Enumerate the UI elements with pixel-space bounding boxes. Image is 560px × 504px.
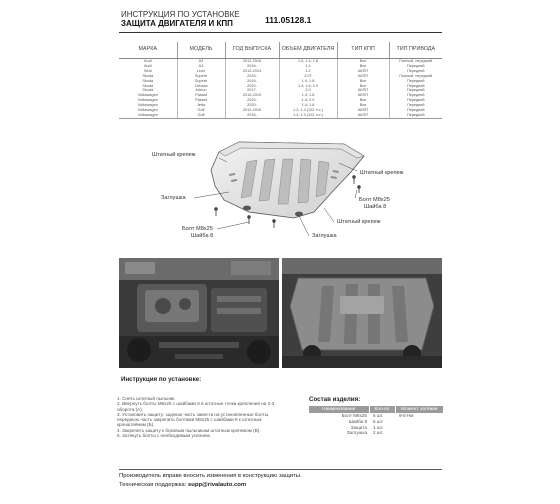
cell-make: Audi (143, 59, 152, 64)
cell-torque: 9-8 Нм (399, 413, 414, 418)
list-item: переднюю часть закрепить болтами М8х25 с шайбами 8 к штатным (117, 417, 262, 423)
callout-plug-bottom: Заглушка (312, 233, 337, 239)
cell-model: Arteon (177, 88, 225, 93)
cell-year: 2013-2014 (225, 69, 279, 74)
cell-year: 2019- (225, 79, 279, 84)
column-header-model: МОДЕЛЬ (177, 42, 225, 59)
list-item: кронштейнам (Б). (117, 422, 155, 428)
cell-make: Volkswagen (119, 113, 177, 118)
list-item: 1. Снять штатный пыльник. (117, 396, 176, 401)
installation-steps (117, 396, 303, 438)
cell-torque (395, 430, 443, 436)
cell-make: Skoda (142, 88, 154, 93)
cell-model: Superb (177, 74, 225, 79)
cell-make: Skoda (142, 73, 154, 78)
cell-name: Шайба 8 (348, 418, 367, 424)
cell-year: 2012-2016 (225, 108, 279, 113)
header-divider (119, 32, 442, 33)
cell-model: Golf (177, 113, 225, 118)
cell-engine: 2.0Т (279, 74, 337, 79)
cell-gearbox: Все (337, 64, 389, 69)
list-item: оборота (А). (117, 406, 144, 412)
support-email-link[interactable]: supp@rivalauto.com (187, 482, 247, 488)
cell-engine: 1.2; 1.4; 1.8 (279, 59, 337, 64)
callout-regular-mount-bottom: Штатный крепеж (337, 219, 381, 225)
list-item: 3. Установить защиту: заднюю часть завести на установленные болты, (117, 411, 270, 417)
cell-model: Passat (177, 98, 225, 103)
cell-make: Skoda (142, 83, 154, 88)
installation-photos (119, 258, 442, 368)
document-title: ИНСТРУКЦИЯ ПО УСТАНОВКЕ (121, 10, 240, 19)
cell-engine: 1.4 (279, 64, 337, 69)
cell-year: 2020- (225, 103, 279, 108)
cell-engine: 2.0 (279, 88, 337, 93)
cell-gearbox: Все (337, 79, 389, 84)
cell-make: Seat (143, 68, 152, 73)
footer-divider (119, 469, 442, 470)
cell-model: Octavia (177, 83, 225, 88)
cell-drive: Передний (389, 98, 442, 103)
cell-gearbox: АКПП (337, 88, 389, 93)
column-header-drive: ТИП ПРИВОДА (389, 42, 442, 59)
cell-drive: Передний (389, 64, 442, 69)
column-header-engine: ОБЪЕМ ДВИГАТЕЛЯ (279, 42, 337, 59)
photo-engine-after (282, 258, 442, 368)
cell-model: Golf (177, 108, 225, 113)
callout-washer-right: Шайба 8 (364, 204, 387, 210)
cell-make: Volkswagen (137, 103, 158, 108)
cell-engine: 1.4; 2.0 (279, 98, 337, 103)
installed-skid-plate-photo (282, 258, 442, 368)
components-table (309, 406, 443, 436)
cell-name: Заглушка (346, 430, 367, 436)
components-header-row (309, 406, 443, 413)
cell-model: Passat (177, 93, 225, 98)
column-header-name: Наименование (309, 406, 369, 413)
column-header-qty: Кол-во (369, 406, 395, 413)
cell-engine: 1.2; 1.4 (122 л.с.) (279, 113, 337, 118)
cell-drive: Передний (389, 103, 442, 108)
cell-engine: 1.4; 1.6 (279, 103, 337, 108)
cell-engine: 1.4; 1.8 (279, 93, 337, 98)
plug-hole-bottom (295, 212, 303, 217)
footer-disclaimer: Производитель вправе вносить изменения в конструкцию защиты. (119, 473, 302, 479)
cell-model: Superb (177, 79, 225, 84)
document-subtitle: ЗАЩИТА ДВИГАТЕЛЯ И КПП (121, 19, 233, 28)
applicability-table (119, 42, 442, 119)
cell-year: 2017- (225, 88, 279, 93)
table-row (119, 113, 442, 118)
fastener-set-right (353, 176, 361, 193)
cell-engine: 1.4; 1.8 (279, 79, 337, 84)
cell-model: Jetta (177, 103, 225, 108)
cell-year: 2015-2019 (225, 93, 279, 98)
plug-hole-left (243, 206, 251, 211)
cell-drive: Полный, передний (389, 74, 442, 79)
cell-drive: Передний (389, 83, 442, 88)
cell-gearbox: Все (337, 83, 389, 88)
cell-name: Защита (350, 424, 367, 430)
cell-model: Leon (177, 69, 225, 74)
callout-regular-mount-right: Штатный крепеж (360, 170, 404, 176)
cell-gearbox: АКПП (337, 93, 389, 98)
cell-gearbox: Все (337, 98, 389, 103)
cell-make: Skoda (142, 78, 154, 83)
callout-bolt-right: Болт М8х25 (359, 197, 390, 203)
cell-gearbox: АКПП (337, 113, 389, 118)
cell-year: 2012-2016 (225, 59, 279, 64)
skid-plate-drawing (119, 130, 442, 240)
cell-qty: 2 шт. (373, 430, 384, 436)
callout-plug-left: Заглушка (161, 195, 186, 201)
cell-engine: 1.2; 1.4 (122 л.с.) (279, 108, 337, 113)
cell-qty: 5 шт. (373, 413, 384, 418)
callout-bolt-left: Болт М8х25 (182, 226, 213, 232)
cell-gearbox: АКПП (337, 69, 389, 74)
table-row (309, 430, 443, 436)
cell-drive: Передний (389, 69, 442, 74)
engine-bay-photo (119, 258, 279, 368)
cell-make: Volkswagen (137, 98, 158, 103)
column-header-torque: Момент затяжки (395, 406, 443, 413)
cell-drive: Передний (389, 93, 442, 98)
cell-make: Audi (143, 63, 152, 68)
cell-drive: Передний (389, 88, 442, 93)
support-label: Техническая поддержка: (119, 482, 187, 488)
cell-drive: Передний (389, 79, 442, 84)
column-header-make: МАРКА (119, 42, 177, 59)
cell-gearbox: Все (337, 59, 389, 64)
footer-support (119, 482, 246, 488)
instructions-title: Инструкция по установке: (121, 376, 202, 383)
photo-engine-before (119, 258, 279, 368)
column-header-gearbox: ТИП КПП (337, 42, 389, 59)
cell-model: A3 (177, 59, 225, 64)
cell-gearbox: Все (337, 103, 389, 108)
cell-make: Volkswagen (137, 93, 158, 98)
applicability-header-row (119, 42, 442, 59)
cell-engine: 1.2 (279, 69, 337, 74)
list-item: 2. Ввернуть болты М8х25 с шайбами 8 в штатные точки крепления на 2-3 (117, 401, 275, 407)
cell-engine: 1.4; 1.6; 2.0 (279, 83, 337, 88)
cell-qty: 1 шт. (373, 424, 384, 430)
callout-regular-mount-left: Штатный крепеж (152, 152, 196, 158)
cell-drive: Полный, передний (389, 59, 442, 64)
column-header-year: ГОД ВЫПУСКА (225, 42, 279, 59)
cell-gearbox: АКПП (337, 108, 389, 113)
cell-year: 2015- (225, 74, 279, 79)
cell-drive: Передний (389, 113, 442, 118)
cell-make: Volkswagen (137, 107, 158, 112)
cell-year: 2020- (225, 83, 279, 88)
list-item: 4. Закрепить защиту к боковым пыльникам штатным крепежом (В). (117, 427, 261, 433)
cell-qty: 5 шт. (373, 418, 384, 424)
components-title: Состав изделия: (309, 396, 361, 403)
cell-name: Болт М8х25 (341, 413, 367, 418)
cell-model: A3 (177, 64, 225, 69)
cell-year: 2016- (225, 64, 279, 69)
cell-drive: Передний (389, 108, 442, 113)
cell-gearbox: АКПП (337, 74, 389, 79)
cell-year: 2016- (225, 113, 279, 118)
cell-year: 2020- (225, 98, 279, 103)
product-code: 111.05128.1 (265, 15, 312, 25)
skid-plate-diagram (119, 130, 442, 240)
list-item: 5. Затянуть болты с необходимым усилием. (117, 433, 211, 439)
callout-washer-left: Шайба 8 (191, 233, 214, 239)
